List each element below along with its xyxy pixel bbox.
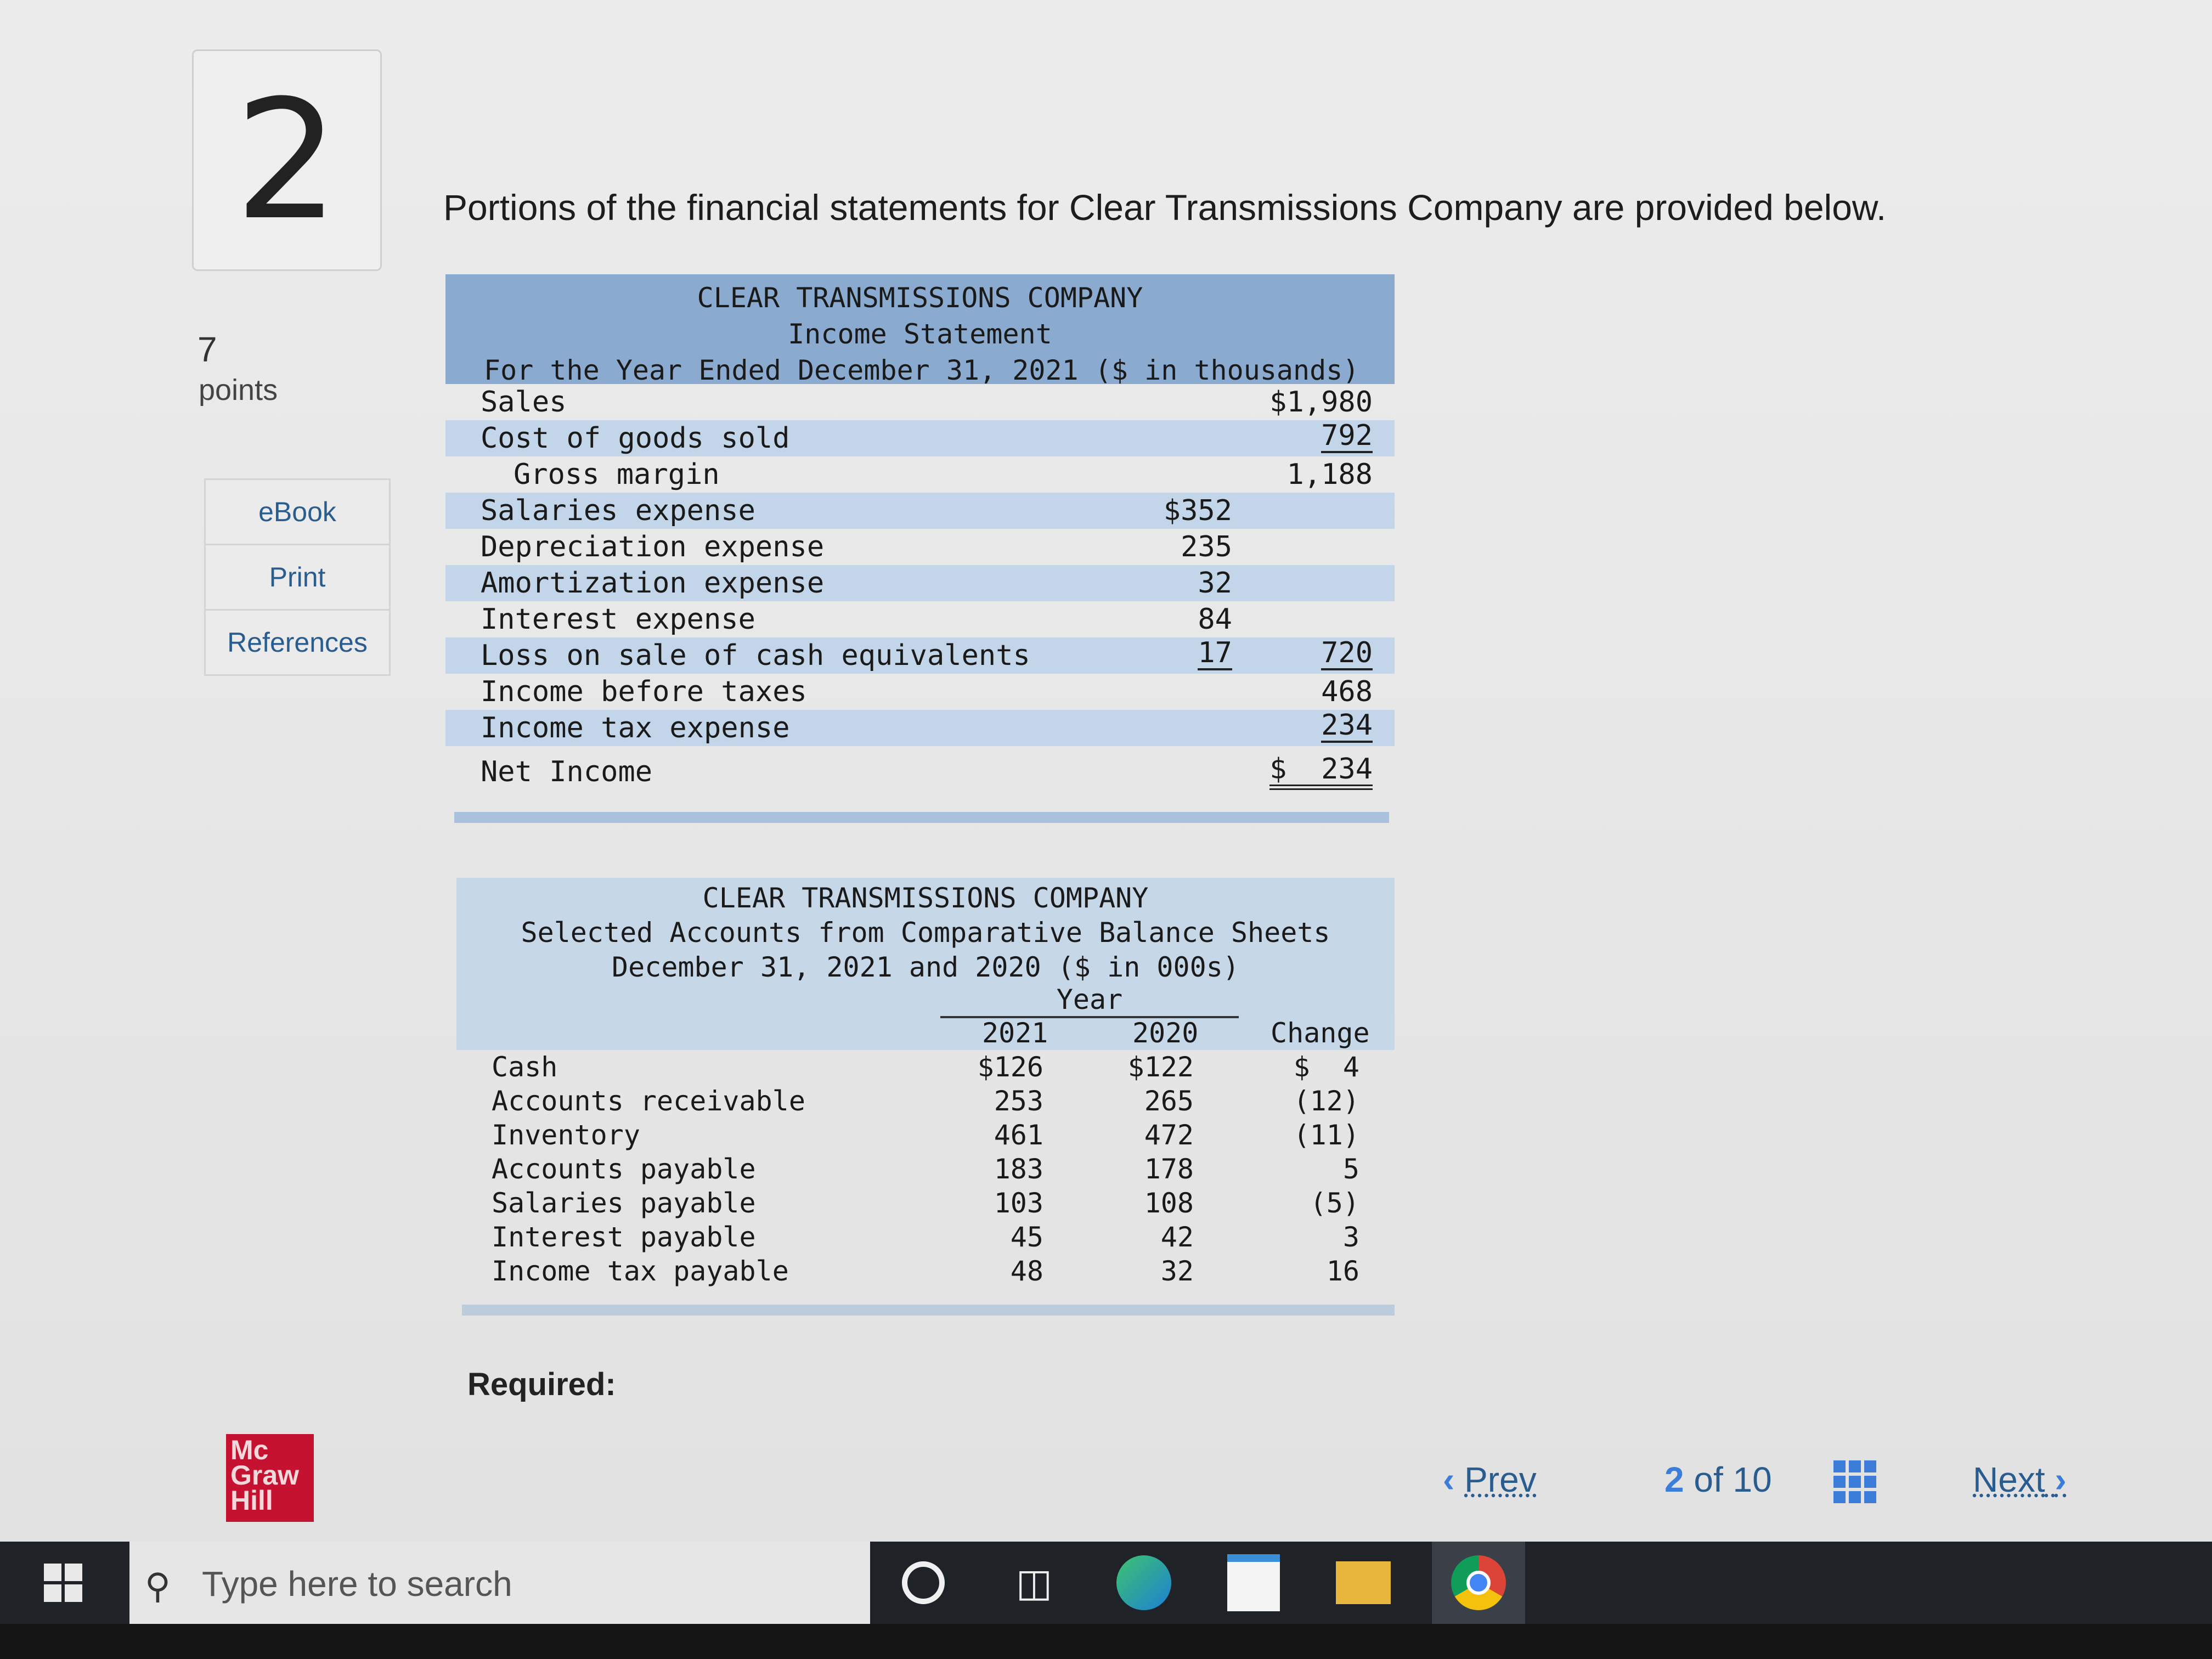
current-page: 2: [1664, 1460, 1684, 1499]
balance-value-2020: 108: [1144, 1187, 1194, 1219]
balance-value-2020: $122: [1127, 1051, 1194, 1083]
balance-value-2021: 461: [994, 1119, 1043, 1151]
taskbar-search[interactable]: [129, 1542, 870, 1624]
income-row-label: Sales: [481, 386, 567, 419]
balance-row-label: Accounts payable: [492, 1153, 756, 1185]
balance-row-label: Accounts receivable: [492, 1085, 805, 1117]
income-row: [445, 637, 1395, 674]
balance-change: $ 4: [1293, 1051, 1359, 1083]
income-period: For the Year Ended December 31, 2021 ($ in thousands): [484, 354, 1359, 386]
income-row-total: $1,980: [1269, 386, 1373, 419]
ebook-button[interactable]: eBook: [206, 480, 389, 545]
income-row: [445, 674, 1395, 710]
income-row-detail: 32: [1198, 567, 1232, 600]
income-title: Income Statement: [788, 318, 1052, 350]
points-label: points: [199, 374, 278, 407]
balance-row-label: Income tax payable: [492, 1255, 789, 1287]
balance-company-name: CLEAR TRANSMISSIONS COMPANY: [702, 882, 1149, 914]
balance-value-2021: 253: [994, 1085, 1043, 1117]
chrome-browser-icon[interactable]: [1432, 1542, 1525, 1624]
balance-value-2020: 472: [1144, 1119, 1194, 1151]
page-indicator: [1664, 1459, 1772, 1500]
balance-change: (12): [1293, 1085, 1359, 1117]
income-row-total: 468: [1321, 675, 1373, 708]
balance-value-2021: $126: [977, 1051, 1043, 1083]
resource-buttons: [204, 478, 391, 676]
income-row-total: 1,188: [1286, 458, 1373, 491]
total-pages: 10: [1733, 1460, 1772, 1499]
income-rows: [445, 384, 1395, 790]
next-label: Next: [1973, 1460, 2045, 1499]
income-row: [445, 456, 1395, 493]
balance-rows: [456, 1050, 1395, 1288]
income-row-label: Income tax expense: [481, 712, 790, 744]
windows-taskbar: [0, 1542, 2212, 1624]
column-change: Change: [1271, 1017, 1370, 1049]
edge-browser-icon[interactable]: [1114, 1553, 1174, 1613]
income-row-label: Interest expense: [481, 603, 755, 636]
cortana-icon[interactable]: [893, 1553, 953, 1613]
income-footer-bar: [454, 812, 1389, 823]
print-button[interactable]: Print: [206, 545, 389, 611]
income-row-total: 720: [1321, 636, 1373, 669]
income-row-detail: 17: [1198, 636, 1232, 669]
income-row-label: Income before taxes: [481, 675, 807, 708]
income-row-total: 234: [1321, 709, 1373, 742]
balance-change: 16: [1326, 1255, 1359, 1287]
screen-bezel: [0, 1624, 2212, 1659]
prev-label: Prev: [1464, 1460, 1537, 1499]
balance-row: [456, 1152, 1395, 1186]
balance-value-2021: 103: [994, 1187, 1043, 1219]
income-row-label: Net Income: [481, 755, 653, 788]
income-row-label: Gross margin: [514, 458, 720, 491]
income-row-detail: $352: [1163, 494, 1232, 527]
balance-row: [456, 1186, 1395, 1220]
balance-value-2021: 45: [1010, 1221, 1043, 1253]
balance-row-label: Inventory: [492, 1119, 640, 1151]
question-grid-icon[interactable]: [1833, 1460, 1876, 1503]
balance-sheet: [456, 878, 1395, 1317]
balance-change: 5: [1342, 1153, 1359, 1185]
income-row-total: 792: [1321, 419, 1373, 452]
question-prompt: Portions of the financial statements for Clear Transmissions Company are provided below.: [443, 187, 1887, 228]
required-heading: Required:: [467, 1367, 616, 1402]
next-button[interactable]: [1973, 1459, 2067, 1500]
column-2020: 2020: [1132, 1017, 1199, 1049]
income-company-name: CLEAR TRANSMISSIONS COMPANY: [697, 282, 1143, 314]
chevron-right-icon: ›: [2055, 1460, 2067, 1499]
balance-change: 3: [1342, 1221, 1359, 1253]
prev-button[interactable]: [1443, 1459, 1537, 1500]
store-icon[interactable]: [1223, 1553, 1284, 1613]
balance-row: [456, 1254, 1395, 1288]
points-value: 7: [198, 330, 217, 369]
income-row-label: Depreciation expense: [481, 531, 825, 563]
balance-row-label: Cash: [492, 1051, 558, 1083]
balance-row-label: Salaries payable: [492, 1187, 756, 1219]
income-row: [445, 754, 1395, 790]
balance-footer-bar: [462, 1305, 1395, 1316]
balance-value-2020: 178: [1144, 1153, 1194, 1185]
income-row-detail: 235: [1181, 531, 1232, 563]
balance-value-2021: 48: [1010, 1255, 1043, 1287]
income-row: [445, 420, 1395, 456]
income-row: [445, 601, 1395, 637]
year-label: Year: [940, 983, 1239, 1018]
income-row: [445, 529, 1395, 565]
logo-line-mc: Mc: [230, 1435, 269, 1465]
column-2021: 2021: [982, 1017, 1048, 1049]
income-row-label: Amortization expense: [481, 567, 825, 600]
chevron-left-icon: ‹: [1443, 1460, 1455, 1499]
balance-row-label: Interest payable: [492, 1221, 756, 1253]
mcgraw-hill-logo: [226, 1434, 314, 1522]
income-statement: [445, 274, 1395, 823]
income-row-label: Cost of goods sold: [481, 422, 790, 455]
references-button[interactable]: References: [227, 627, 368, 658]
logo-line-graw: Graw: [230, 1460, 300, 1491]
search-placeholder: Type here to search: [202, 1564, 512, 1604]
balance-change: (11): [1293, 1119, 1359, 1151]
income-row-label: Salaries expense: [481, 494, 755, 527]
income-row-total: $ 234: [1269, 754, 1373, 790]
balance-title: Selected Accounts from Comparative Balance Sheets: [521, 917, 1330, 949]
windows-start-icon[interactable]: [44, 1564, 82, 1602]
balance-change: (5): [1310, 1187, 1359, 1219]
income-row: [445, 710, 1395, 746]
balance-row: [456, 1220, 1395, 1254]
file-explorer-icon[interactable]: [1333, 1553, 1393, 1613]
income-row: [445, 384, 1395, 420]
balance-row: [456, 1084, 1395, 1118]
income-row-label: Loss on sale of cash equivalents: [481, 639, 1030, 672]
page-of-label: of: [1694, 1460, 1723, 1499]
balance-row: [456, 1118, 1395, 1152]
search-icon: ⚲: [145, 1566, 171, 1606]
balance-value-2020: 32: [1160, 1255, 1194, 1287]
income-row-detail: 84: [1198, 603, 1232, 636]
question-number: 2: [192, 49, 382, 271]
balance-sheet-header: [456, 878, 1395, 1050]
balance-value-2020: 42: [1160, 1221, 1194, 1253]
balance-value-2021: 183: [994, 1153, 1043, 1185]
logo-line-hill: Hill: [230, 1485, 273, 1516]
income-row: [445, 493, 1395, 529]
task-view-icon[interactable]: ◫: [1015, 1561, 1053, 1604]
balance-row: [456, 1050, 1395, 1084]
balance-period: December 31, 2021 and 2020 ($ in 000s): [612, 951, 1239, 983]
income-row: [445, 565, 1395, 601]
balance-value-2020: 265: [1144, 1085, 1194, 1117]
income-statement-header: [445, 274, 1395, 384]
